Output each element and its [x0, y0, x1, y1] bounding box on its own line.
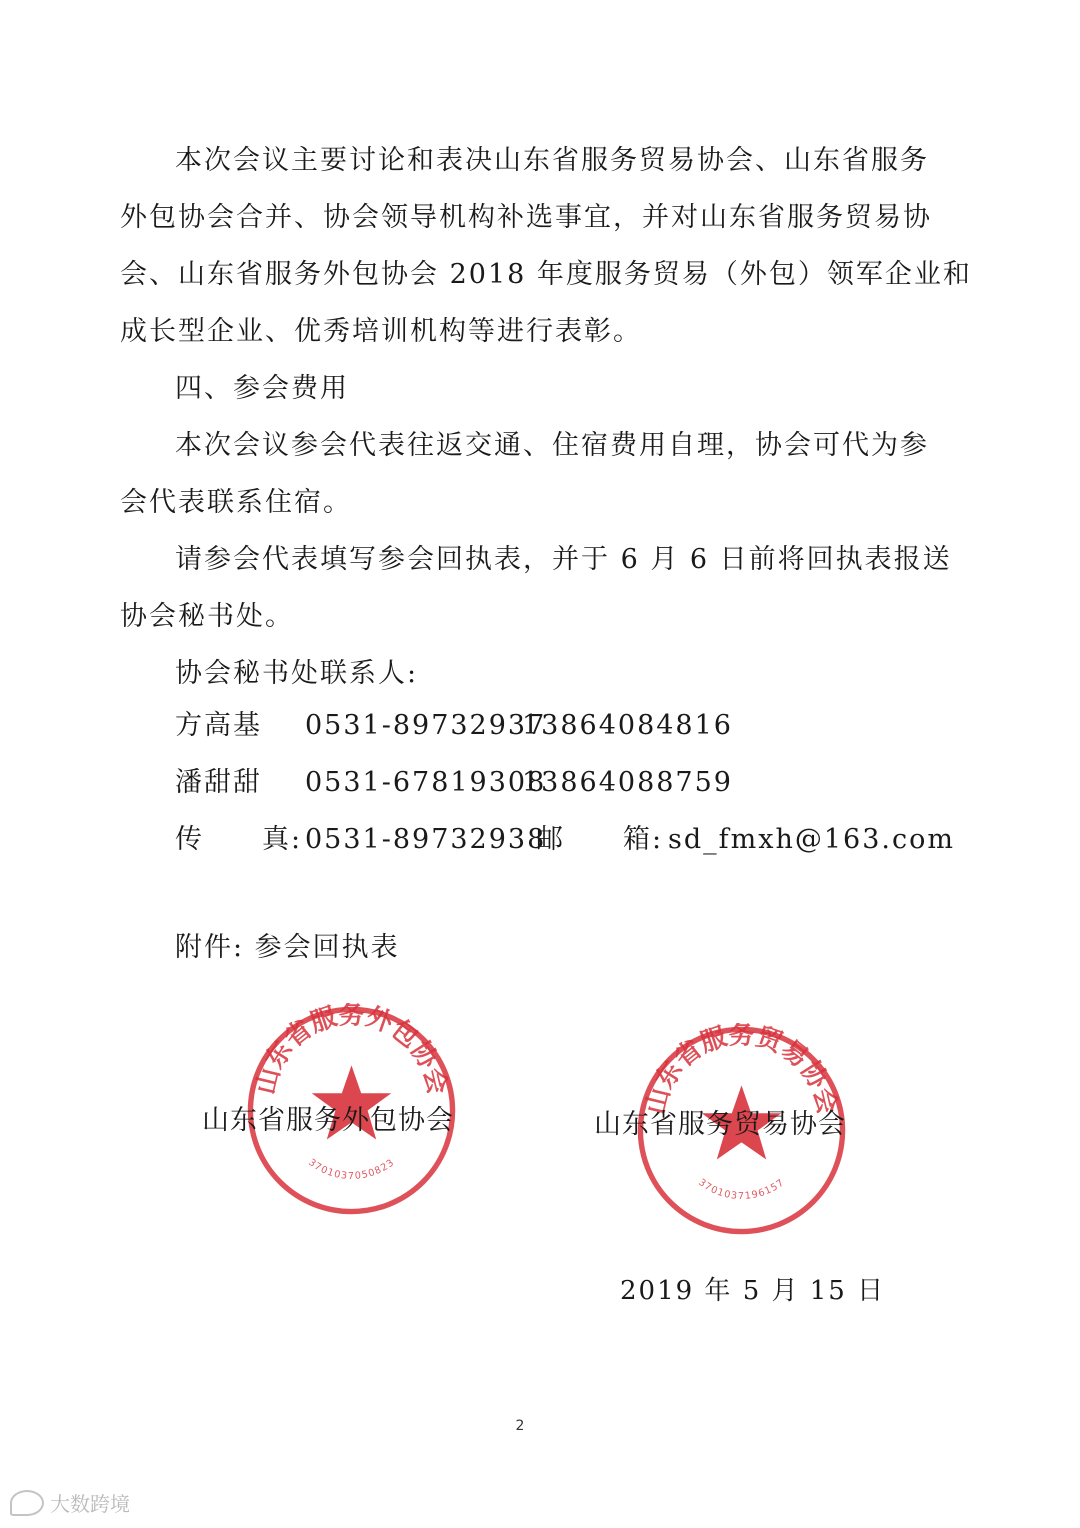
paragraph-line: 成长型企业、优秀培训机构等进行表彰。 — [120, 316, 642, 347]
svg-text:3701037050823 — [306, 1157, 397, 1182]
paragraph-line: 会、山东省服务外包协会 2018 年度服务贸易（外包）领军企业和 — [120, 259, 972, 290]
contacts-heading: 协会秘书处联系人: — [175, 658, 419, 689]
contact-phone: 0531-89732937 — [305, 710, 547, 741]
email-label: 邮 箱: — [536, 824, 664, 855]
document-date: 2019 年 5 月 15 日 — [620, 1276, 886, 1306]
watermark-logo-icon — [10, 1490, 44, 1516]
left-seal-code: 3701037050823 — [306, 1157, 397, 1182]
paragraph-line: 请参会代表填写参会回执表，并于 6 月 6 日前将回执表报送 — [175, 544, 952, 575]
svg-text:3701037196157 — [696, 1177, 787, 1202]
contact-name: 潘甜甜 — [175, 767, 262, 798]
left-organization-name: 山东省服务外包协会 — [202, 1105, 454, 1136]
watermark-text: 大数跨境 — [50, 1492, 130, 1516]
section-heading: 四、参会费用 — [175, 373, 349, 404]
right-seal-code: 3701037196157 — [696, 1177, 787, 1202]
paragraph-line: 外包协会合并、协会领导机构补选事宜，并对山东省服务贸易协 — [120, 202, 932, 233]
email-address: sd_fmxh@163.com — [668, 824, 955, 855]
watermark — [10, 1488, 130, 1517]
contact-phone: 0531-67819308 — [305, 767, 547, 798]
left-seal-text: 山东省服务外包协会 — [250, 1003, 453, 1098]
right-organization-name: 山东省服务贸易协会 — [594, 1109, 846, 1140]
attachment-note: 附件: 参会回执表 — [175, 932, 400, 963]
paragraph-line: 本次会议主要讨论和表决山东省服务贸易协会、山东省服务 — [175, 145, 929, 176]
contact-name: 方高基 — [175, 710, 262, 741]
paragraph-line: 会代表联系住宿。 — [120, 487, 352, 518]
fax-label: 传 真: — [175, 824, 303, 855]
contact-mobile: 13864088759 — [522, 767, 733, 798]
contact-mobile: 13864084816 — [522, 710, 733, 741]
right-seal-text: 山东省服务贸易协会 — [640, 1023, 843, 1118]
page-number: 2 — [515, 1418, 525, 1434]
fax-number: 0531-89732938 — [305, 824, 547, 855]
paragraph-line: 协会秘书处。 — [120, 601, 294, 632]
paragraph-line: 本次会议参会代表往返交通、住宿费用自理，协会可代为参 — [175, 430, 929, 461]
